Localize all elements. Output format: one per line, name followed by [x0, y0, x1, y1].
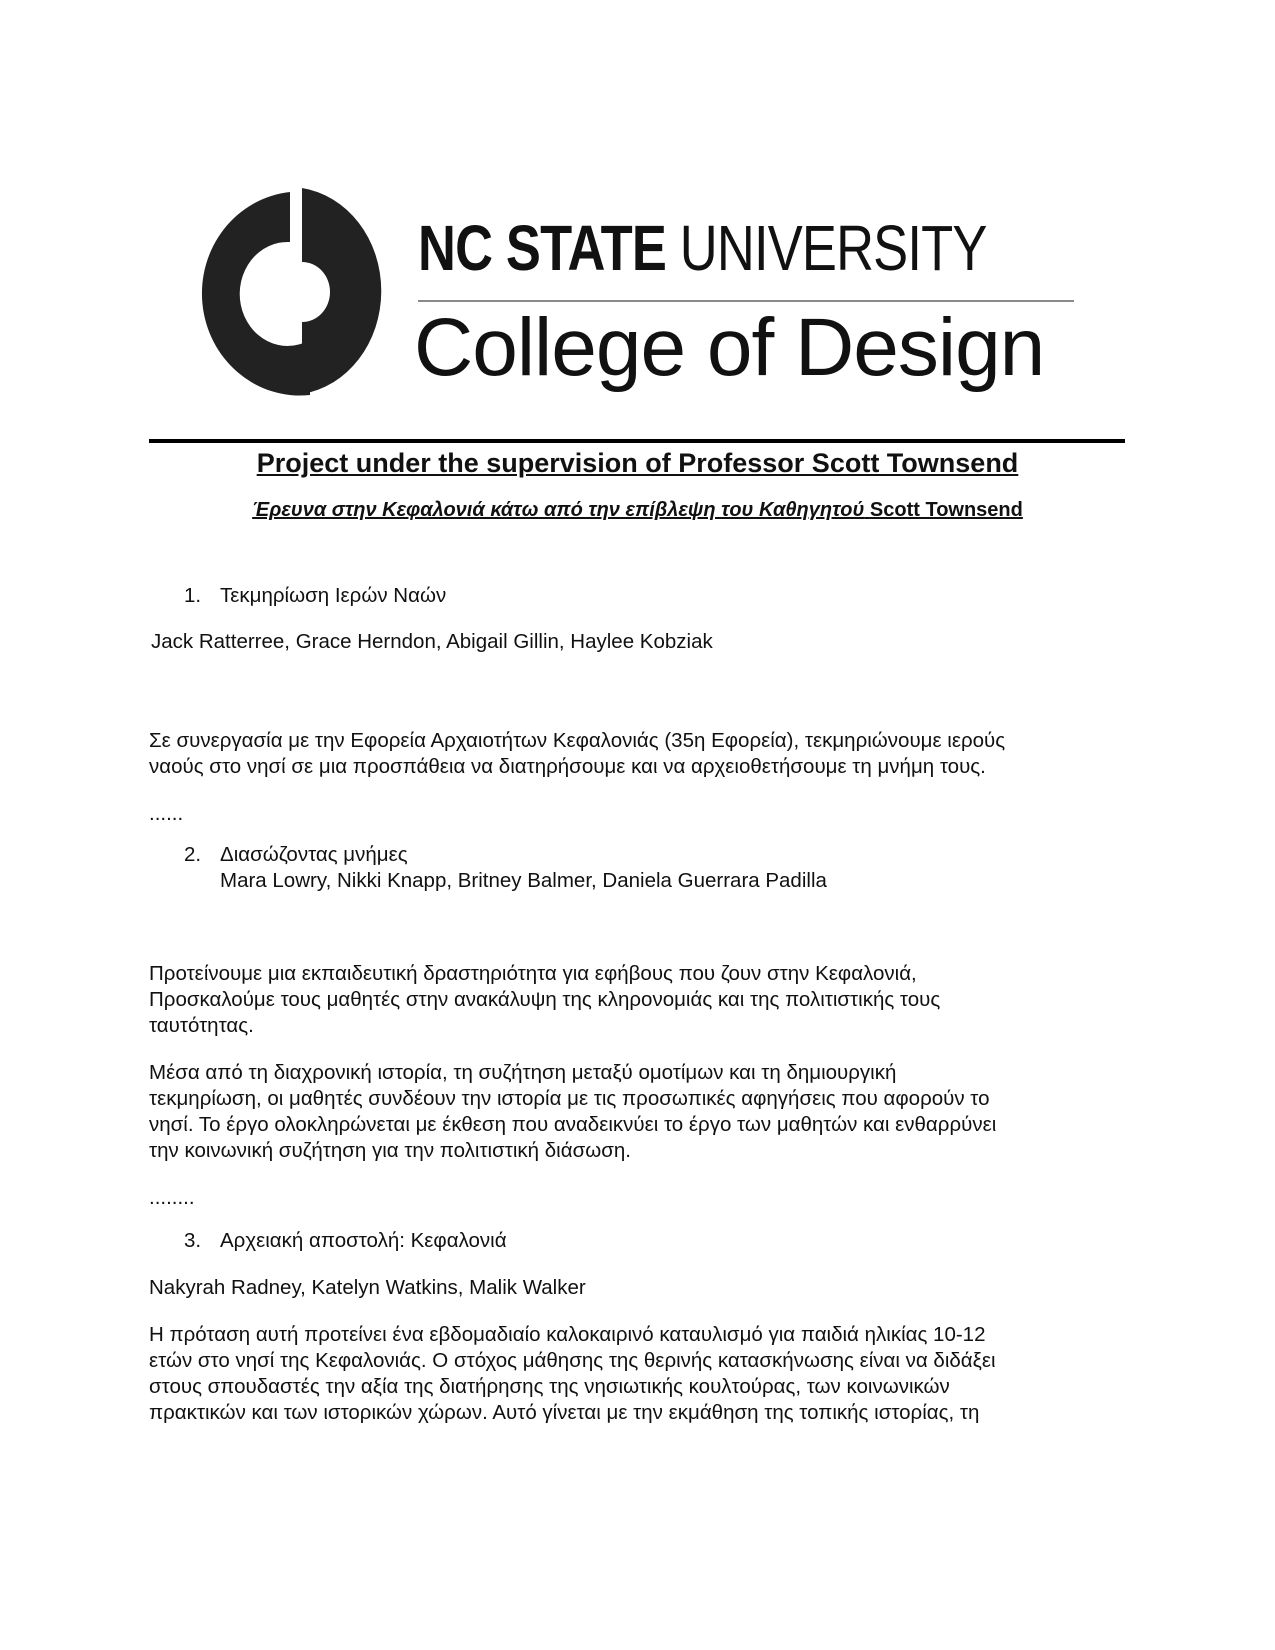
- section-1-paragraph-line: Σε συνεργασία με την Εφορεία Αρχαιοτήτων Κεφαλονιάς (35η Εφορεία), τεκμηριώνουμε ιερούς: [149, 729, 1006, 752]
- section-2-heading: [184, 842, 408, 868]
- section-3-paragraph-line: στους σπουδαστές την αξία της διατήρησης της νησιωτικής κουλτούρας, των κοινωνικών: [149, 1375, 950, 1398]
- page-title-greek: [0, 497, 1275, 523]
- ncsu-logo-mark-icon: [192, 180, 392, 400]
- page-title-english: Project under the supervision of Professor Scott Townsend: [256, 448, 1019, 478]
- section-2-paragraph-line: νησί. Το έργο ολοκληρώνεται με έκθεση που αναδεικνύει το έργο των μαθητών και ενθαρρύνει: [149, 1113, 997, 1136]
- section-2-paragraph-line: την κοινωνική συζήτηση για την πολιτιστική διάσωση.: [149, 1139, 631, 1162]
- section-3-paragraph-line: ετών στο νησί της Κεφαλονιάς. Ο στόχος μάθησης της θερινής κατασκήνωσης είναι να διδάξει: [149, 1349, 996, 1372]
- section-3-title: Αρχειακή αποστολή: Κεφαλονιά: [220, 1229, 507, 1252]
- section-1-members: Jack Ratterree, Grace Herndon, Abigail Gillin, Haylee Kobziak: [151, 630, 713, 653]
- section-2-paragraph-line: Προτείνουμε μια εκπαιδευτική δραστηριότητα για εφήβους που ζουν στην Κεφαλονιά,: [149, 962, 917, 985]
- section-2-members: Mara Lowry, Nikki Knapp, Britney Balmer, Daniela Guerrara Padilla: [220, 869, 827, 892]
- logo-university-name: [418, 212, 987, 284]
- section-3-heading: [184, 1228, 507, 1254]
- section-1-ellipsis: ......: [149, 802, 184, 825]
- section-2-ellipsis: ........: [149, 1186, 195, 1209]
- logo-university: UNIVERSITY: [679, 212, 987, 284]
- section-2-paragraph-line: ταυτότητας.: [149, 1014, 254, 1037]
- section-2-paragraph-line: τεκμηρίωση, οι μαθητές συνδέουν την ιστορία με τις προσωπικές αφηγήσεις που αφορούν το: [149, 1087, 990, 1110]
- title-greek-text: Έρευνα στην Κεφαλονιά κάτω από την επίβλεψη του Καθηγητού: [252, 499, 865, 521]
- logo-college-of-design: College of Design: [414, 302, 1045, 393]
- section-2-paragraph-line: Προσκαλούμε τους μαθητές στην ανακάλυψη της κληρονομιάς και της πολιτιστικής τους: [149, 988, 941, 1011]
- header-rule: [149, 439, 1125, 443]
- section-3-members: Nakyrah Radney, Katelyn Watkins, Malik Walker: [149, 1276, 586, 1299]
- section-2-paragraph-line: Μέσα από τη διαχρονική ιστορία, τη συζήτηση μεταξύ ομοτίμων και τη δημιουργική: [149, 1061, 897, 1084]
- section-1-number: 1.: [184, 584, 202, 607]
- section-3-number: 3.: [184, 1229, 202, 1252]
- section-3-paragraph-line: πρακτικών και των ιστορικών χώρων. Αυτό γίνεται με την εκμάθηση της τοπικής ιστορίας, τη: [149, 1401, 980, 1424]
- section-1-title: Τεκμηρίωση Ιερών Ναών: [220, 584, 447, 607]
- section-1-paragraph-line: ναούς στο νησί σε μια προσπάθεια να διατηρήσουμε και να αρχειοθετήσουμε τη μνήμη τους.: [149, 755, 986, 778]
- logo-nc-state: NC STATE: [418, 212, 667, 284]
- section-2-title: Διασώζοντας μνήμες: [220, 843, 408, 866]
- section-3-paragraph-line: Η πρόταση αυτή προτείνει ένα εβδομαδιαίο καλοκαιρινό καταυλισμό για παιδιά ηλικίας 10-12: [149, 1323, 986, 1346]
- title-greek-name: Scott Townsend: [869, 499, 1023, 521]
- section-1-heading: [184, 583, 446, 609]
- ncsu-college-of-design-logo: [192, 180, 1082, 410]
- section-2-number: 2.: [184, 843, 202, 866]
